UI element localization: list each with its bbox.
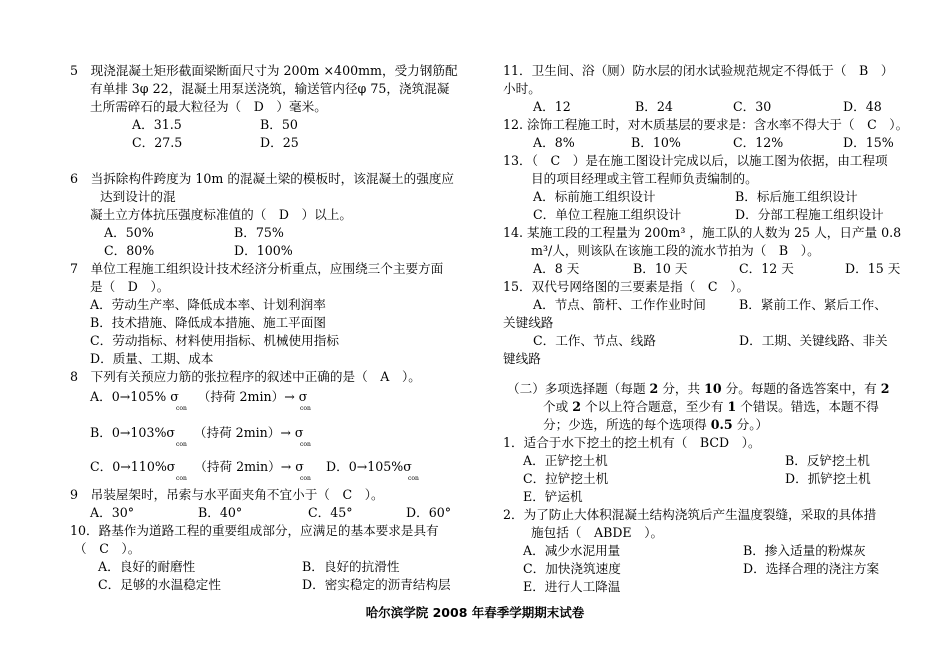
q13-option-b: B．标后施工组织设计 xyxy=(735,189,858,204)
q11-line1: 11．卫生间、浴（厕）防水层的闭水试验规范规定不得低于（ B ） xyxy=(503,63,894,78)
q15-line1: 15．双代号网络图的三要素是指（ C ）。 xyxy=(503,279,750,294)
q8-b-sub2: con xyxy=(300,441,311,448)
q5-option-b: B．50 xyxy=(260,117,298,132)
q7-option-a: A．劳动生产率、降低成本率、计划利润率 xyxy=(90,297,326,312)
section2-instructions-line3: 分；少选，所选的每个选项得 0.5 分。） xyxy=(543,417,769,432)
q8-c-sub1: con xyxy=(176,475,187,482)
q15-option-d: D．工期、关键线路、非关 xyxy=(739,333,888,348)
q5-line2: 有单排 3φ 22，混凝土用泵送浇筑，输送管内径φ 75，浇筑混凝 xyxy=(90,81,450,96)
q15-option-b: B．紧前工作、紧后工作、 xyxy=(739,297,887,312)
q8-option-c: C．0→110%σ （持荷 2min）→ σ xyxy=(90,459,304,474)
q11-option-a: A．12 xyxy=(533,99,571,114)
q14-option-d: D．15 天 xyxy=(845,261,901,276)
q9-line1: 9 吊装屋架时，吊索与水平面夹角不宜小于（ C ）。 xyxy=(70,487,384,502)
q8-a-sub2: con xyxy=(300,405,311,412)
q10-option-c: C．足够的水温稳定性 xyxy=(98,577,221,592)
q15-option-a: A．节点、箭杆、工作作业时间 xyxy=(533,297,706,312)
m2-line2: 施包括（ ABDE ）。 xyxy=(531,525,664,540)
q12-option-b: B．10% xyxy=(631,135,681,150)
q8-c-sub2: con xyxy=(300,475,311,482)
q10-option-a: A．良好的耐磨性 xyxy=(98,559,196,574)
m2-line1: 2．为了防止大体积混凝土结构浇筑后产生温度裂缝，采取的具体措 xyxy=(503,507,877,522)
section2-instructions-line2: 个或 2 个以上符合题意，至少有 1 个错误。错选，本题不得 xyxy=(543,399,879,414)
q5-line1: 5 现浇混凝土矩形截面梁断面尺寸为 200m ×400mm，受力钢筋配 xyxy=(70,63,458,78)
q5-option-c: C．27.5 xyxy=(132,135,183,150)
q13-line2: 目的项目经理或主管工程师负责编制的。 xyxy=(531,171,758,186)
q12-option-c: C．12% xyxy=(733,135,784,150)
q14-option-c: C．12 天 xyxy=(739,261,794,276)
q5-option-d: D．25 xyxy=(260,135,299,150)
q14-option-a: A．8 天 xyxy=(533,261,580,276)
m1-option-d: D．抓铲挖土机 xyxy=(785,471,871,486)
q11-option-c: C．30 xyxy=(733,99,772,114)
q13-option-d: D．分部工程施工组织设计 xyxy=(735,207,884,222)
q10-option-d: D．密实稳定的沥青结构层 xyxy=(302,577,451,592)
q13-line1: 13．（ C ）是在施工图设计完成以后，以施工图为依据，由工程项 xyxy=(503,153,888,168)
q8-option-a: A．0→105% σ （持荷 2min）→ σ xyxy=(90,389,308,404)
q6-option-d: D．100% xyxy=(234,243,293,258)
q5-option-a: A．31.5 xyxy=(132,117,182,132)
m1-option-e: E．铲运机 xyxy=(523,489,583,504)
q10-line1: 10．路基作为道路工程的重要组成部分，应满足的基本要求是具有 xyxy=(70,523,439,538)
q9-option-c: C．45° xyxy=(308,505,353,520)
q12-option-d: D．15% xyxy=(843,135,894,150)
q14-option-b: B．10 天 xyxy=(633,261,688,276)
q15-option-c: C．工作、节点、线路 xyxy=(533,333,656,348)
m1-option-c: C．拉铲挖土机 xyxy=(523,471,609,486)
q6-option-c: C．80% xyxy=(104,243,155,258)
q7-line2: 是（ D ）。 xyxy=(90,279,170,294)
q6-option-a: A．50% xyxy=(104,225,154,240)
q8-option-b: B．0→103%σ （持荷 2min）→ σ xyxy=(90,425,304,440)
q7-option-b: B．技术措施、降低成本措施、施工平面图 xyxy=(90,315,326,330)
q15-option-b-cont: 关键线路 xyxy=(503,315,554,330)
q12-line1: 12. 涂饰工程施工时，对木质基层的要求是：含水率不得大于（ C ）。 xyxy=(503,117,909,132)
q10-option-b: B．良好的抗滑性 xyxy=(302,559,400,574)
q11-option-d: D．48 xyxy=(843,99,882,114)
q13-option-a: A．标前施工组织设计 xyxy=(533,189,656,204)
q5-line3: 土所需碎石的最大粒径为（ D ）毫米。 xyxy=(90,99,327,114)
q8-b-sub1: con xyxy=(176,441,187,448)
q9-option-a: A．30° xyxy=(90,505,135,520)
m1-option-a: A．正铲挖土机 xyxy=(523,453,608,468)
q7-option-c: C．劳动指标、材料使用指标、机械使用指标 xyxy=(90,333,339,348)
page-footer: 哈尔滨学院 2008 年春季学期期末试卷 xyxy=(365,605,585,620)
q11-line2: 小时。 xyxy=(503,81,541,96)
q15-option-d-cont: 键线路 xyxy=(503,351,541,366)
q6-line2: 达到设计的混 xyxy=(100,189,176,204)
q7-option-d: D．质量、工期、成本 xyxy=(90,351,214,366)
q8-option-d: D．0→105%σ xyxy=(326,459,412,474)
q12-option-a: A．8% xyxy=(533,135,575,150)
m2-option-e: E．进行人工降温 xyxy=(523,579,621,594)
q9-option-d: D．60° xyxy=(406,505,452,520)
q9-option-b: B．40° xyxy=(198,505,243,520)
q14-line1: 14. 某施工段的工程量为 200m³ ，施工队的人数为 25 人，日产量 0.8 xyxy=(503,225,902,240)
q14-line2: m³/人，则该队在该施工段的流水节拍为（ B ）。 xyxy=(531,243,820,258)
m2-option-c: C．加快浇筑速度 xyxy=(523,561,621,576)
m1-line1: 1．适合于水下挖土的挖土机有（ BCD ）。 xyxy=(503,435,761,450)
m2-option-b: B．掺入适量的粉煤灰 xyxy=(743,543,866,558)
q6-line1: 6 当拆除构件跨度为 10m 的混凝土梁的模板时，该混凝土的强度应 xyxy=(70,171,455,186)
q6-option-b: B．75% xyxy=(234,225,284,240)
m1-option-b: B．反铲挖土机 xyxy=(785,453,870,468)
q6-line3: 凝土立方体抗压强度标准值的（ D ）以上。 xyxy=(90,207,352,222)
section2-instructions-line1: （二）多项选择题（每题 2 分，共 10 分。每题的备选答案中，有 2 xyxy=(507,381,890,396)
q10-line2: （ C ）。 xyxy=(74,541,141,556)
q11-option-b: B．24 xyxy=(635,99,673,114)
m2-option-a: A．减少水泥用量 xyxy=(523,543,621,558)
q7-line1: 7 单位工程施工组织设计技术经济分析重点，应围绕三个主要方面 xyxy=(70,261,444,276)
m2-option-d: D．选择合理的浇注方案 xyxy=(743,561,880,576)
q8-a-sub1: con xyxy=(176,405,187,412)
q13-option-c: C．单位工程施工组织设计 xyxy=(533,207,682,222)
q8-line1: 8 下列有关预应力筋的张拉程序的叙述中正确的是（ A ）。 xyxy=(70,369,421,384)
q8-d-sub: con xyxy=(408,475,419,482)
